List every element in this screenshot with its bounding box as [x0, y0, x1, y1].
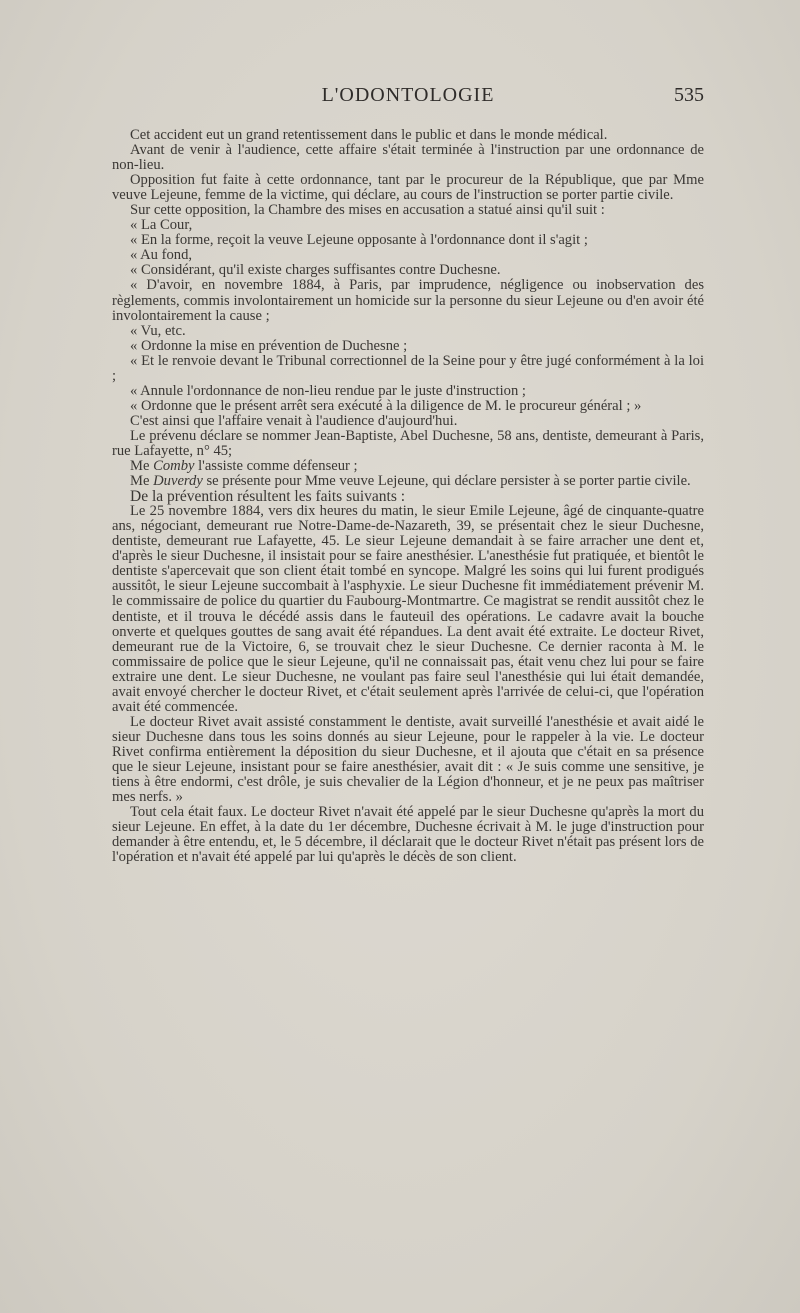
quote-line: « Et le renvoie devant le Tribunal correctionnel de la Seine pour y être jugé conformément à la loi ;: [112, 352, 704, 384]
paragraph: Le docteur Rivet avait assisté constamment le dentiste, avait surveillé l'anesthésie et avait aidé le sieur Duchesne dans tous les soins donnés au sieur Lejeune, pour le rappeler à la vie. Le docteur Rivet confirma entièrement la déposition du sieur Duchesne, et il ajouta que c'était en sa présence que le sieur Lejeune, insistant pour se faire anesthésier, avait dit : « Je suis comme une sensitive, je tiens à être endormi, c'est drôle, je suis chevalier de la Légion d'honneur, et je ne peux pas maîtriser mes nerfs. »: [112, 713, 704, 806]
paragraph: Le prévenu déclare se nommer Jean-Baptiste, Abel Duchesne, 58 ans, dentiste, demeurant à Paris, rue Lafayette, n° 45;: [112, 427, 704, 459]
quote-line: « Ordonne que le présent arrêt sera exécuté à la diligence de M. le procureur général ; »: [130, 397, 642, 414]
counsel-prefix: Me: [130, 473, 150, 490]
paragraph: Sur cette opposition, la Chambre des mises en accusation a statué ainsi qu'il suit :: [130, 202, 605, 219]
counsel-line: [112, 474, 704, 489]
quote-line: « Considérant, qu'il existe charges suffisantes contre Duchesne.: [130, 262, 501, 279]
counsel-name: Duverdy: [153, 473, 203, 490]
paragraph: Avant de venir à l'audience, cette affaire s'était terminée à l'instruction par une ordonnance de non-lieu.: [112, 142, 704, 174]
counsel-text: l'assiste comme défenseur ;: [194, 458, 358, 475]
counsel-text: se présente pour Mme veuve Lejeune, qui déclare persister à se porter partie civile.: [202, 473, 691, 490]
quote-line: « D'avoir, en novembre 1884, à Paris, par imprudence, négligence ou inobservation des règlements, commis involontairement un homicide sur la personne du sieur Lejeune ou d'en avoir été involontairement la cause ;: [112, 277, 704, 324]
paragraph: Le 25 novembre 1884, vers dix heures du matin, le sieur Emile Lejeune, âgé de cinquante-quatre ans, négociant, demeurant rue Notre-Dame-de-Nazareth, 39, se présentait chez le sieur Duchesne, dentiste, demeurant rue Lafayette, 45. Le sieur Lejeune demandait à se faire arracher une dent et, d'après le sieur Duchesne, il insistait pour se faire anesthésier. L'anesthésie fut pratiquée, et bientôt le dentiste s'apercevait que son client était tombé en syncope. Malgré les soins qui lui furent prodigués aussitôt, le sieur Lejeune succombait à l'asphyxie. Le sieur Duchesne fit immédiatement prévenir M. le commissaire de police du quartier du Faubourg-Montmartre. Ce magistrat se rendit aussitôt chez le dentiste, et il trouva le décédé assis dans le fauteuil des opérations. Le cadavre avait la bouche onverte et quelques gouttes de sang avait été répandues. La dent avait été extraite. Le docteur Rivet, demeurant rue de la Victoire, 6, se trouvait chez le sieur Duchesne. Ce dernier raconta à M. le commissaire de police que le sieur Lejeune, qu'il ne connaissait pas, était venu chez lui pour se faire extraire une dent. Le sieur Duchesne, ne voulant pas faire seul l'anesthésie qui lui était demandée, avait envoyé chercher le docteur Rivet, et c'était seulement après l'arrivée de celui-ci, que l'opération avait été commencée.: [112, 503, 704, 715]
quote-line: « En la forme, reçoit la veuve Lejeune opposante à l'ordonnance dont il s'agit ;: [130, 232, 588, 249]
quote-line: « Au fond,: [130, 247, 193, 264]
counsel-line: [112, 459, 704, 474]
article-body: [112, 128, 704, 865]
quote-line: « Annule l'ordonnance de non-lieu rendue par le juste d'instruction ;: [130, 382, 526, 399]
paragraph: Opposition fut faite à cette ordonnance, tant par le procureur de la République, que par Mme veuve Lejeune, femme de la victime, qui déclare, au cours de l'instruction se porter partie civile.: [112, 172, 704, 204]
paragraph: Cet accident eut un grand retentissement dans le public et dans le monde médical.: [130, 127, 608, 143]
journal-title: L'ODONTOLOGIE: [321, 84, 495, 106]
quote-line: « Vu, etc.: [130, 322, 186, 339]
running-head: [112, 84, 704, 112]
counsel-prefix: Me: [130, 458, 150, 475]
paragraph: Tout cela était faux. Le docteur Rivet n'avait été appelé par le sieur Duchesne qu'après la mort du sieur Lejeune. En effet, à la date du 1er décembre, Duchesne écrivait à M. le juge d'instruction pour demander à être entendu, et, le 5 décembre, il déclarait que le docteur Rivet n'était pas présent lors de l'opération et n'avait été appelé par lui qu'après le décès de son client.: [112, 804, 704, 866]
counsel-name: Comby: [153, 458, 195, 475]
section-heading: De la prévention résultent les faits suivants :: [130, 488, 406, 506]
page-number: 535: [674, 84, 704, 106]
quote-line: « Ordonne la mise en prévention de Duchesne ;: [130, 337, 408, 354]
paragraph: C'est ainsi que l'affaire venait à l'audience d'aujourd'hui.: [130, 412, 458, 429]
quote-line: « La Cour,: [130, 217, 193, 234]
